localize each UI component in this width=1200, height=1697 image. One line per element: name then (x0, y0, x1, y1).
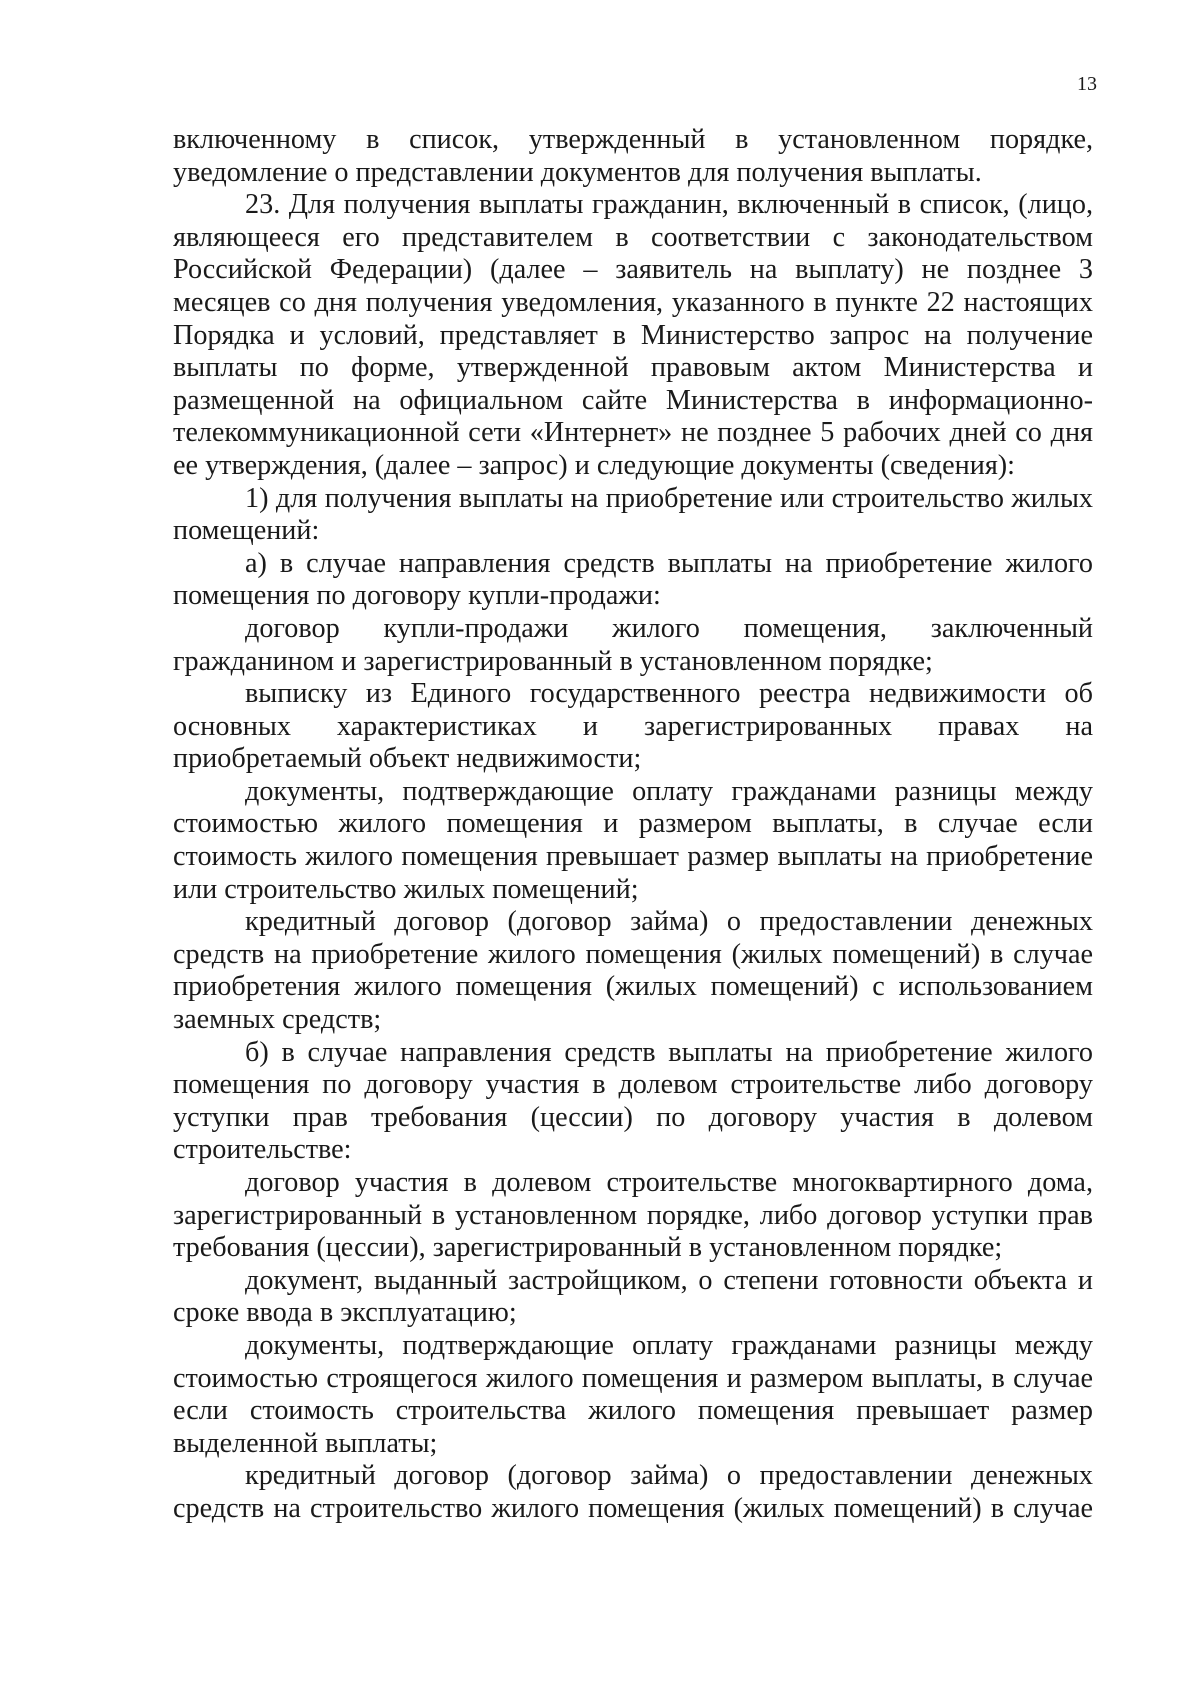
paragraph: а) в случае направления средств выплаты на приобретение жилого помещения по договору купли-продажи: (173, 547, 1093, 612)
paragraph: 1) для получения выплаты на приобретение или строительство жилых помещений: (173, 482, 1093, 547)
paragraph: б) в случае направления средств выплаты на приобретение жилого помещения по договору участия в долевом строительстве либо договору уступки прав требования (цессии) по договору участия в долевом строительстве: (173, 1036, 1093, 1166)
paragraph: 23. Для получения выплаты гражданин, включенный в список, (лицо, являющееся его представителем в соответствии с законодательством Российской Федерации) (далее – заявитель на выплату) не позднее 3 месяцев со дня получения уведомления, указанного в пункте 22 настоящих Порядка и условий, представляет в Министерство запрос на получение выплаты по форме, утвержденной правовым актом Министерства и размещенной на официальном сайте Министерства в информационно-телекоммуникационной сети «Интернет» не позднее 5 рабочих дней со дня ее утверждения, (далее – запрос) и следующие документы (сведения): (173, 189, 1093, 481)
paragraph: договор участия в долевом строительстве многоквартирного дома, зарегистрированный в установленном порядке, либо договор уступки прав требования (цессии), зарегистрированный в установленном порядке; (173, 1167, 1093, 1264)
paragraph: договор купли-продажи жилого помещения, заключенный гражданином и зарегистрированный в установленном порядке; (173, 612, 1093, 677)
paragraph: кредитный договор (договор займа) о предоставлении денежных средств на строительство жилого помещения (жилых помещений) в случае (173, 1460, 1093, 1524)
paragraph: документы, подтверждающие оплату гражданами разницы между стоимостью жилого помещения и размером выплаты, в случае если стоимость жилого помещения превышает размер выплаты на приобретение или строительство жилых помещений; (173, 775, 1093, 905)
document-body (173, 124, 1093, 1526)
page-number: 13 (1077, 73, 1097, 95)
paragraph: включенному в список, утвержденный в установленном порядке, уведомление о представлении документов для получения выплаты. (173, 124, 1093, 188)
paragraph: документы, подтверждающие оплату гражданами разницы между стоимостью строящегося жилого помещения и размером выплаты, в случае если стоимость строительства жилого помещения превышает размер выделенной выплаты; (173, 1329, 1093, 1459)
paragraph: выписку из Единого государственного реестра недвижимости об основных характеристиках и зарегистрированных правах на приобретаемый объект недвижимости; (173, 678, 1093, 775)
paragraph: документ, выданный застройщиком, о степени готовности объекта и сроке ввода в эксплуатацию; (173, 1264, 1093, 1329)
paragraph: кредитный договор (договор займа) о предоставлении денежных средств на приобретение жилого помещения (жилых помещений) в случае приобретения жилого помещения (жилых помещений) с использованием заемных средств; (173, 906, 1093, 1036)
